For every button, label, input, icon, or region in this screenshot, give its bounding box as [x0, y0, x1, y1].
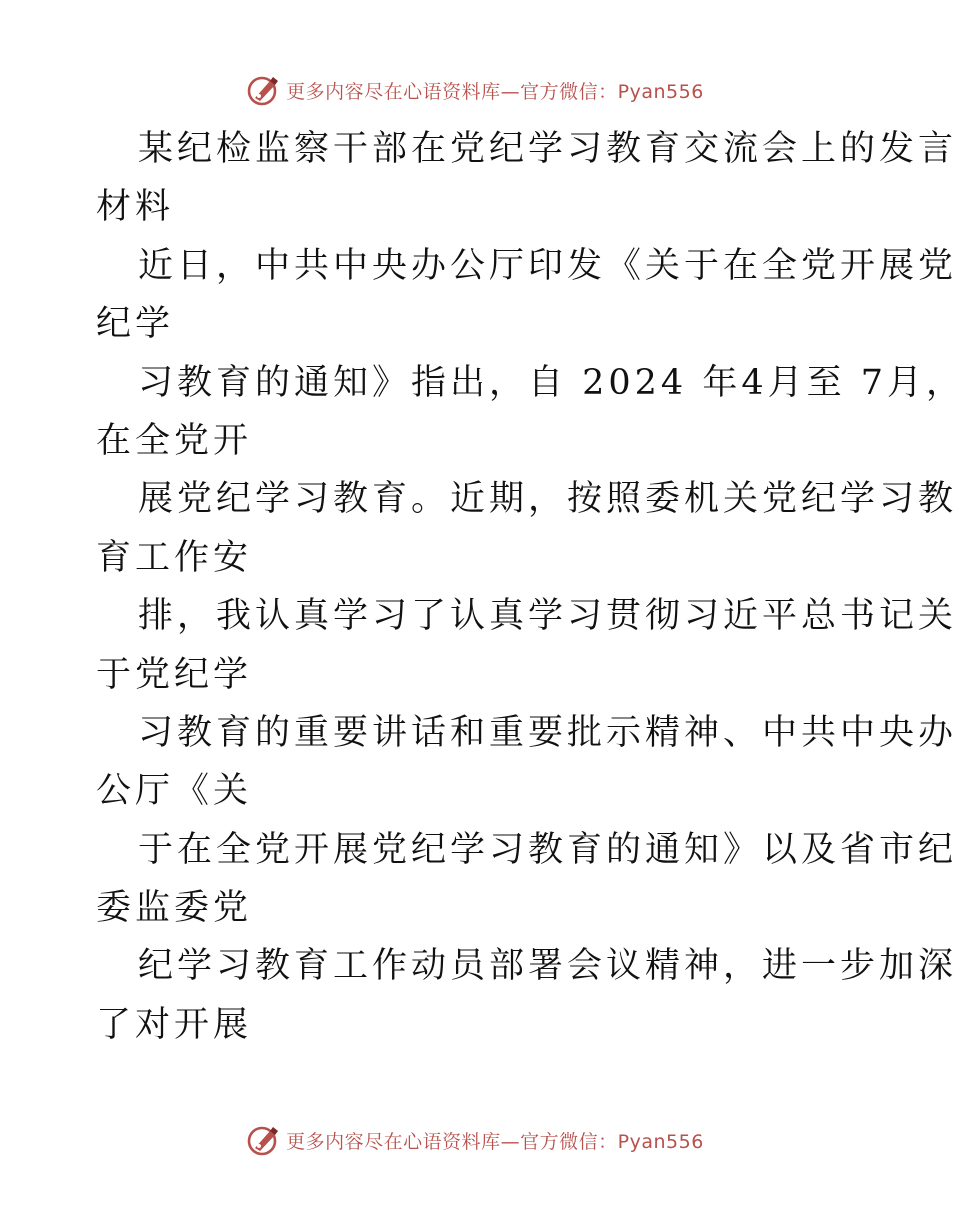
watermark-text: 更多内容尽在心语资料库—官方微信：Pyan556	[286, 1130, 704, 1153]
pen-logo-icon	[246, 1122, 282, 1158]
body-line: 于党纪学	[96, 654, 253, 695]
body-line: 于在全党开展党纪学习教育的通知》以及省市纪	[138, 829, 958, 870]
body-line: 了对开展	[96, 1004, 253, 1045]
body-line: 排，我认真学习了认真学习贯彻习近平总书记关	[138, 596, 958, 637]
body-line: 纪学	[96, 304, 175, 345]
body-line: 习教育的重要讲话和重要批示精神、中共中央办	[138, 712, 958, 753]
body-line: 习教育的通知》指出，自 2024 年4月至 7月，	[138, 362, 965, 403]
body-line: 在全党开	[96, 420, 253, 461]
pen-logo-icon	[246, 72, 282, 108]
body-line: 育工作安	[96, 537, 253, 578]
body-line: 近日，中共中央办公厅印发《关于在全党开展党	[138, 245, 958, 286]
body-line: 材料	[96, 187, 175, 228]
body-line: 某纪检监察干部在党纪学习教育交流会上的发言	[138, 129, 958, 169]
body-line: 委监委党	[96, 888, 253, 929]
body-line: 公厅《关	[96, 771, 253, 812]
watermark-header	[0, 70, 950, 110]
document-body	[96, 120, 965, 1054]
body-line: 纪学习教育工作动员部署会议精神，进一步加深	[138, 946, 958, 987]
watermark-footer	[0, 1120, 950, 1160]
body-line: 展党纪学习教育。近期，按照委机关党纪学习教	[138, 479, 958, 520]
watermark-text: 更多内容尽在心语资料库—官方微信：Pyan556	[286, 80, 704, 103]
